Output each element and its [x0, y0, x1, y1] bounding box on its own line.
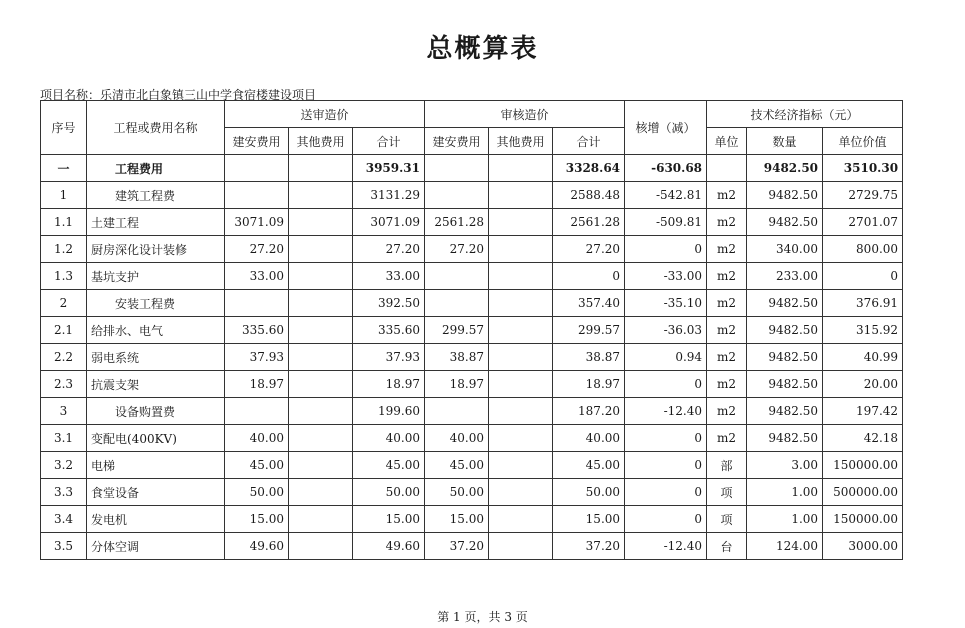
- unit-value-cell: 150000.00: [823, 452, 903, 479]
- header-submitted-construction: 建安费用: [225, 128, 289, 155]
- submitted-other-cell: [289, 317, 353, 344]
- unit-cell: 台: [707, 533, 747, 560]
- audited-construction-cell: 18.97: [425, 371, 489, 398]
- audited-total-cell: 40.00: [553, 425, 625, 452]
- audited-other-cell: [489, 155, 553, 182]
- unit-cell: m2: [707, 263, 747, 290]
- submitted-construction-cell: [225, 398, 289, 425]
- submitted-construction-cell: 49.60: [225, 533, 289, 560]
- unit-cell: m2: [707, 344, 747, 371]
- audited-total-cell: 38.87: [553, 344, 625, 371]
- submitted-construction-cell: [225, 155, 289, 182]
- unit-cell: m2: [707, 317, 747, 344]
- project-name: 乐清市北白象镇三山中学食宿楼建设项目: [100, 88, 317, 102]
- change-cell: -35.10: [625, 290, 707, 317]
- table-row: [41, 344, 903, 371]
- unit-value-cell: 315.92: [823, 317, 903, 344]
- submitted-total-cell: 3071.09: [353, 209, 425, 236]
- submitted-total-cell: 27.20: [353, 236, 425, 263]
- submitted-other-cell: [289, 452, 353, 479]
- header-submitted-other: 其他费用: [289, 128, 353, 155]
- name-cell: 土建工程: [87, 209, 225, 236]
- audited-total-cell: 299.57: [553, 317, 625, 344]
- audited-other-cell: [489, 479, 553, 506]
- project-label: 项目名称：: [40, 88, 101, 102]
- name-cell: 给排水、电气: [87, 317, 225, 344]
- qty-cell: 9482.50: [747, 290, 823, 317]
- submitted-construction-cell: 37.93: [225, 344, 289, 371]
- audited-total-cell: 27.20: [553, 236, 625, 263]
- audited-construction-cell: 40.00: [425, 425, 489, 452]
- submitted-total-cell: 45.00: [353, 452, 425, 479]
- audited-other-cell: [489, 317, 553, 344]
- table-row: [41, 506, 903, 533]
- unit-cell: 部: [707, 452, 747, 479]
- submitted-total-cell: 49.60: [353, 533, 425, 560]
- submitted-other-cell: [289, 479, 353, 506]
- submitted-total-cell: 33.00: [353, 263, 425, 290]
- submitted-other-cell: [289, 371, 353, 398]
- submitted-other-cell: [289, 425, 353, 452]
- audited-construction-cell: [425, 290, 489, 317]
- header-qty: 数量: [747, 128, 823, 155]
- audited-other-cell: [489, 236, 553, 263]
- name-cell: 变配电(400KV): [87, 425, 225, 452]
- audited-total-cell: 37.20: [553, 533, 625, 560]
- unit-value-cell: 3000.00: [823, 533, 903, 560]
- table-row: [41, 209, 903, 236]
- submitted-construction-cell: [225, 182, 289, 209]
- change-cell: 0: [625, 236, 707, 263]
- change-cell: 0: [625, 452, 707, 479]
- table-row: [41, 371, 903, 398]
- name-cell: 食堂设备: [87, 479, 225, 506]
- header-audited-total: 合计: [553, 128, 625, 155]
- seq-cell: 2.1: [41, 317, 87, 344]
- audited-construction-cell: 15.00: [425, 506, 489, 533]
- table-row: [41, 155, 903, 182]
- seq-cell: 一: [41, 155, 87, 182]
- audited-total-cell: 0: [553, 263, 625, 290]
- unit-value-cell: 3510.30: [823, 155, 903, 182]
- submitted-construction-cell: 45.00: [225, 452, 289, 479]
- change-cell: -12.40: [625, 533, 707, 560]
- unit-value-cell: 376.91: [823, 290, 903, 317]
- name-cell: 工程费用: [87, 155, 225, 182]
- audited-total-cell: 187.20: [553, 398, 625, 425]
- seq-cell: 1.1: [41, 209, 87, 236]
- unit-cell: m2: [707, 209, 747, 236]
- unit-value-cell: 40.99: [823, 344, 903, 371]
- name-cell: 电梯: [87, 452, 225, 479]
- name-cell: 发电机: [87, 506, 225, 533]
- qty-cell: 233.00: [747, 263, 823, 290]
- audited-construction-cell: [425, 182, 489, 209]
- qty-cell: 9482.50: [747, 155, 823, 182]
- unit-value-cell: 197.42: [823, 398, 903, 425]
- submitted-total-cell: 37.93: [353, 344, 425, 371]
- change-cell: -509.81: [625, 209, 707, 236]
- table-row: [41, 317, 903, 344]
- unit-value-cell: 800.00: [823, 236, 903, 263]
- audited-construction-cell: 2561.28: [425, 209, 489, 236]
- change-cell: 0: [625, 425, 707, 452]
- audited-other-cell: [489, 263, 553, 290]
- submitted-construction-cell: 335.60: [225, 317, 289, 344]
- submitted-total-cell: 3959.31: [353, 155, 425, 182]
- name-cell: 弱电系统: [87, 344, 225, 371]
- submitted-total-cell: 392.50: [353, 290, 425, 317]
- header-audited-construction: 建安费用: [425, 128, 489, 155]
- seq-cell: 3.1: [41, 425, 87, 452]
- audited-other-cell: [489, 398, 553, 425]
- header-submitted-total: 合计: [353, 128, 425, 155]
- submitted-total-cell: 40.00: [353, 425, 425, 452]
- change-cell: -12.40: [625, 398, 707, 425]
- audited-total-cell: 3328.64: [553, 155, 625, 182]
- audited-construction-cell: [425, 398, 489, 425]
- unit-cell: m2: [707, 398, 747, 425]
- seq-cell: 2.3: [41, 371, 87, 398]
- name-cell: 设备购置费: [87, 398, 225, 425]
- qty-cell: 1.00: [747, 506, 823, 533]
- audited-other-cell: [489, 290, 553, 317]
- table-row: [41, 182, 903, 209]
- audited-construction-cell: 37.20: [425, 533, 489, 560]
- unit-cell: m2: [707, 182, 747, 209]
- page-number: 第 1 页，共 3 页: [437, 610, 528, 624]
- submitted-construction-cell: 27.20: [225, 236, 289, 263]
- audited-total-cell: 45.00: [553, 452, 625, 479]
- audited-other-cell: [489, 344, 553, 371]
- submitted-other-cell: [289, 182, 353, 209]
- audited-total-cell: 2588.48: [553, 182, 625, 209]
- submitted-other-cell: [289, 209, 353, 236]
- submitted-construction-cell: 18.97: [225, 371, 289, 398]
- qty-cell: 9482.50: [747, 425, 823, 452]
- unit-value-cell: 2701.07: [823, 209, 903, 236]
- audited-total-cell: 18.97: [553, 371, 625, 398]
- page-title: 总概算表: [426, 34, 539, 64]
- name-cell: 抗震支架: [87, 371, 225, 398]
- unit-value-cell: 0: [823, 263, 903, 290]
- audited-construction-cell: [425, 155, 489, 182]
- submitted-total-cell: 15.00: [353, 506, 425, 533]
- seq-cell: 3.2: [41, 452, 87, 479]
- submitted-total-cell: 335.60: [353, 317, 425, 344]
- audited-other-cell: [489, 506, 553, 533]
- change-cell: -630.68: [625, 155, 707, 182]
- unit-cell: m2: [707, 290, 747, 317]
- header-seq: 序号: [41, 101, 87, 155]
- header-audited: 审核造价: [425, 101, 625, 128]
- submitted-construction-cell: [225, 290, 289, 317]
- qty-cell: 9482.50: [747, 317, 823, 344]
- submitted-construction-cell: 15.00: [225, 506, 289, 533]
- submitted-construction-cell: 40.00: [225, 425, 289, 452]
- qty-cell: 9482.50: [747, 398, 823, 425]
- unit-cell: 项: [707, 506, 747, 533]
- qty-cell: 9482.50: [747, 371, 823, 398]
- change-cell: -33.00: [625, 263, 707, 290]
- submitted-other-cell: [289, 263, 353, 290]
- header-change: 核增（减）: [625, 101, 707, 155]
- change-cell: 0: [625, 371, 707, 398]
- unit-value-cell: 500000.00: [823, 479, 903, 506]
- submitted-other-cell: [289, 290, 353, 317]
- audited-other-cell: [489, 182, 553, 209]
- budget-table: [40, 100, 903, 560]
- qty-cell: 9482.50: [747, 182, 823, 209]
- qty-cell: 124.00: [747, 533, 823, 560]
- audited-construction-cell: 50.00: [425, 479, 489, 506]
- name-cell: 安装工程费: [87, 290, 225, 317]
- qty-cell: 340.00: [747, 236, 823, 263]
- submitted-other-cell: [289, 533, 353, 560]
- name-cell: 建筑工程费: [87, 182, 225, 209]
- qty-cell: 9482.50: [747, 344, 823, 371]
- seq-cell: 1.2: [41, 236, 87, 263]
- audited-construction-cell: 299.57: [425, 317, 489, 344]
- name-cell: 基坑支护: [87, 263, 225, 290]
- table-body: [41, 155, 903, 560]
- table-row: [41, 425, 903, 452]
- audited-construction-cell: 27.20: [425, 236, 489, 263]
- header-name: 工程或费用名称: [87, 101, 225, 155]
- change-cell: 0.94: [625, 344, 707, 371]
- change-cell: 0: [625, 479, 707, 506]
- audited-other-cell: [489, 425, 553, 452]
- audited-total-cell: 357.40: [553, 290, 625, 317]
- submitted-other-cell: [289, 398, 353, 425]
- unit-cell: [707, 155, 747, 182]
- change-cell: 0: [625, 506, 707, 533]
- unit-value-cell: 2729.75: [823, 182, 903, 209]
- audited-other-cell: [489, 533, 553, 560]
- submitted-total-cell: 199.60: [353, 398, 425, 425]
- unit-cell: 项: [707, 479, 747, 506]
- header-audited-other: 其他费用: [489, 128, 553, 155]
- submitted-total-cell: 3131.29: [353, 182, 425, 209]
- audited-construction-cell: [425, 263, 489, 290]
- submitted-other-cell: [289, 506, 353, 533]
- audited-total-cell: 2561.28: [553, 209, 625, 236]
- qty-cell: 9482.50: [747, 209, 823, 236]
- name-cell: 厨房深化设计装修: [87, 236, 225, 263]
- table-row: [41, 398, 903, 425]
- unit-value-cell: 20.00: [823, 371, 903, 398]
- change-cell: -542.81: [625, 182, 707, 209]
- submitted-construction-cell: 33.00: [225, 263, 289, 290]
- submitted-other-cell: [289, 344, 353, 371]
- table-row: [41, 479, 903, 506]
- table-row: [41, 236, 903, 263]
- unit-cell: m2: [707, 425, 747, 452]
- audited-total-cell: 15.00: [553, 506, 625, 533]
- header-submitted: 送审造价: [225, 101, 425, 128]
- submitted-total-cell: 50.00: [353, 479, 425, 506]
- seq-cell: 1.3: [41, 263, 87, 290]
- seq-cell: 3: [41, 398, 87, 425]
- seq-cell: 3.3: [41, 479, 87, 506]
- audited-construction-cell: 45.00: [425, 452, 489, 479]
- table-row: [41, 452, 903, 479]
- qty-cell: 1.00: [747, 479, 823, 506]
- submitted-other-cell: [289, 155, 353, 182]
- seq-cell: 3.5: [41, 533, 87, 560]
- submitted-other-cell: [289, 236, 353, 263]
- submitted-construction-cell: 3071.09: [225, 209, 289, 236]
- header-unit: 单位: [707, 128, 747, 155]
- submitted-total-cell: 18.97: [353, 371, 425, 398]
- unit-cell: m2: [707, 371, 747, 398]
- audited-other-cell: [489, 452, 553, 479]
- seq-cell: 2.2: [41, 344, 87, 371]
- submitted-construction-cell: 50.00: [225, 479, 289, 506]
- table-row: [41, 533, 903, 560]
- unit-cell: m2: [707, 236, 747, 263]
- change-cell: -36.03: [625, 317, 707, 344]
- table-row: [41, 263, 903, 290]
- header-tech: 技术经济指标（元）: [707, 101, 903, 128]
- unit-value-cell: 150000.00: [823, 506, 903, 533]
- unit-value-cell: 42.18: [823, 425, 903, 452]
- seq-cell: 3.4: [41, 506, 87, 533]
- audited-other-cell: [489, 371, 553, 398]
- audited-construction-cell: 38.87: [425, 344, 489, 371]
- header-unit-value: 单位价值: [823, 128, 903, 155]
- qty-cell: 3.00: [747, 452, 823, 479]
- audited-other-cell: [489, 209, 553, 236]
- name-cell: 分体空调: [87, 533, 225, 560]
- audited-total-cell: 50.00: [553, 479, 625, 506]
- seq-cell: 2: [41, 290, 87, 317]
- table-row: [41, 290, 903, 317]
- seq-cell: 1: [41, 182, 87, 209]
